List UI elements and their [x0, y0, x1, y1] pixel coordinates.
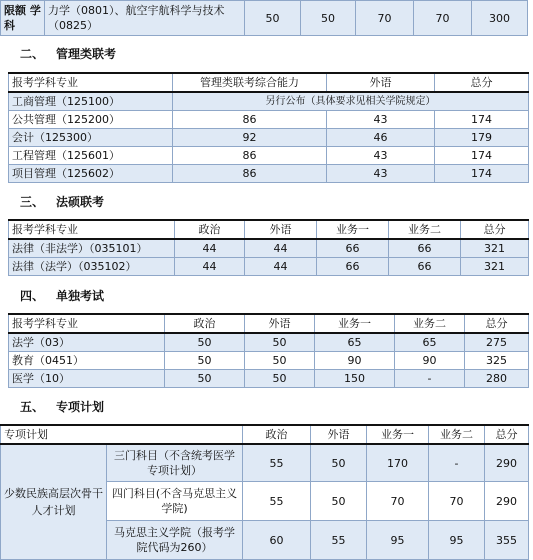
limit-v4: 70 — [414, 1, 472, 36]
indep-value: 280 — [465, 370, 529, 388]
section-3-heading: 法硕联考 — [56, 195, 105, 209]
mgmt-header-major: 报考学科专业 — [9, 73, 173, 92]
special-group-name: 少数民族高层次骨干人才计划 — [1, 444, 107, 560]
special-row-name: 马克思主义学院（报考学院代码为260） — [107, 521, 243, 560]
mgmt-header-total: 总分 — [435, 73, 529, 92]
mgmt-row-name: 公共管理（125200） — [9, 111, 173, 129]
special-header-subject1: 业务一 — [367, 425, 429, 444]
indep-value: 325 — [465, 352, 529, 370]
indep-row-name: 教育（0451） — [9, 352, 165, 370]
special-value: 50 — [311, 444, 367, 482]
special-header-plan: 专项计划 — [1, 425, 243, 444]
mgmt-row-name: 会计（125300） — [9, 129, 173, 147]
independent-exam-table — [8, 313, 529, 388]
mgmt-ability-value: 92 — [173, 129, 327, 147]
law-value: 321 — [461, 239, 529, 258]
law-row-name: 法律（非法学）（035101） — [9, 239, 175, 258]
indep-header-subject1: 业务一 — [315, 314, 395, 333]
section-2-number: 二、 — [20, 47, 45, 61]
mgmt-total-value: 179 — [435, 129, 529, 147]
indep-header-major: 报考学科专业 — [9, 314, 165, 333]
law-value: 66 — [317, 239, 389, 258]
special-row-name: 三门科目（不含统考医学专项计划） — [107, 444, 243, 482]
indep-header-total: 总分 — [465, 314, 529, 333]
mgmt-row-name: 项目管理（125602） — [9, 165, 173, 183]
law-header-major: 报考学科专业 — [9, 220, 175, 239]
mgmt-header-language: 外语 — [327, 73, 435, 92]
indep-value: 275 — [465, 333, 529, 352]
special-value: 290 — [485, 444, 529, 482]
section-4-heading: 单独考试 — [56, 289, 105, 303]
indep-value: 50 — [245, 352, 315, 370]
special-value: 55 — [311, 521, 367, 560]
mgmt-header-ability: 管理类联考综合能力 — [173, 73, 327, 92]
section-5-heading: 专项计划 — [56, 400, 105, 414]
indep-value: 65 — [315, 333, 395, 352]
law-row-name: 法律（法学）（035102） — [9, 258, 175, 276]
special-value: 70 — [429, 482, 485, 521]
indep-row-name: 法学（03） — [9, 333, 165, 352]
section-2-heading: 管理类联考 — [56, 47, 117, 61]
special-header-language: 外语 — [311, 425, 367, 444]
section-3-number: 三、 — [20, 195, 45, 209]
special-header-subject2: 业务二 — [429, 425, 485, 444]
indep-value: - — [395, 370, 465, 388]
special-value: 60 — [243, 521, 311, 560]
special-value: 170 — [367, 444, 429, 482]
limit-v2: 50 — [301, 1, 356, 36]
indep-value: 50 — [165, 352, 245, 370]
law-value: 44 — [245, 258, 317, 276]
law-exam-table — [8, 219, 529, 276]
management-exam-table — [8, 72, 529, 183]
indep-header-subject2: 业务二 — [395, 314, 465, 333]
indep-value: 50 — [165, 333, 245, 352]
special-value: 50 — [311, 482, 367, 521]
indep-value: 50 — [165, 370, 245, 388]
mgmt-note: 另行公布（具体要求见相关学院规定） — [173, 92, 529, 111]
section-2-title — [20, 45, 116, 62]
law-header-subject2: 业务二 — [389, 220, 461, 239]
mgmt-ability-value: 86 — [173, 165, 327, 183]
special-value: 95 — [367, 521, 429, 560]
special-value: 95 — [429, 521, 485, 560]
special-plan-table — [0, 424, 529, 560]
law-value: 66 — [389, 258, 461, 276]
section-3-title — [20, 193, 104, 210]
mgmt-language-value: 46 — [327, 129, 435, 147]
limit-subject: 力学（0801）、航空宇航科学与技术（0825） — [45, 1, 245, 36]
law-value: 321 — [461, 258, 529, 276]
indep-value: 65 — [395, 333, 465, 352]
indep-header-politics: 政治 — [165, 314, 245, 333]
law-value: 66 — [389, 239, 461, 258]
mgmt-row-name: 工商管理（125100） — [9, 92, 173, 111]
special-value: 290 — [485, 482, 529, 521]
mgmt-row-name: 工程管理（125601） — [9, 147, 173, 165]
limit-v3: 70 — [356, 1, 414, 36]
special-value: 70 — [367, 482, 429, 521]
special-value: - — [429, 444, 485, 482]
limit-label: 限额 学科 — [1, 1, 45, 36]
mgmt-ability-value: 86 — [173, 111, 327, 129]
indep-value: 150 — [315, 370, 395, 388]
section-5-title — [20, 398, 104, 415]
special-value: 355 — [485, 521, 529, 560]
law-value: 44 — [175, 239, 245, 258]
law-header-total: 总分 — [461, 220, 529, 239]
indep-row-name: 医学（10） — [9, 370, 165, 388]
indep-value: 50 — [245, 370, 315, 388]
special-value: 55 — [243, 444, 311, 482]
law-value: 44 — [245, 239, 317, 258]
limit-v5: 300 — [472, 1, 528, 36]
mgmt-total-value: 174 — [435, 165, 529, 183]
limit-v1: 50 — [245, 1, 301, 36]
special-value: 55 — [243, 482, 311, 521]
special-header-total: 总分 — [485, 425, 529, 444]
law-header-subject1: 业务一 — [317, 220, 389, 239]
section-4-title — [20, 287, 104, 304]
law-value: 44 — [175, 258, 245, 276]
indep-value: 90 — [315, 352, 395, 370]
law-header-language: 外语 — [245, 220, 317, 239]
mgmt-total-value: 174 — [435, 111, 529, 129]
mgmt-language-value: 43 — [327, 165, 435, 183]
top-limit-table — [0, 0, 528, 36]
section-4-number: 四、 — [20, 289, 45, 303]
special-row-name: 四门科目(不含马克思主义学院) — [107, 482, 243, 521]
indep-header-language: 外语 — [245, 314, 315, 333]
indep-value: 90 — [395, 352, 465, 370]
mgmt-ability-value: 86 — [173, 147, 327, 165]
special-header-politics: 政治 — [243, 425, 311, 444]
mgmt-language-value: 43 — [327, 147, 435, 165]
section-5-number: 五、 — [20, 400, 45, 414]
mgmt-language-value: 43 — [327, 111, 435, 129]
law-value: 66 — [317, 258, 389, 276]
mgmt-total-value: 174 — [435, 147, 529, 165]
indep-value: 50 — [245, 333, 315, 352]
law-header-politics: 政治 — [175, 220, 245, 239]
